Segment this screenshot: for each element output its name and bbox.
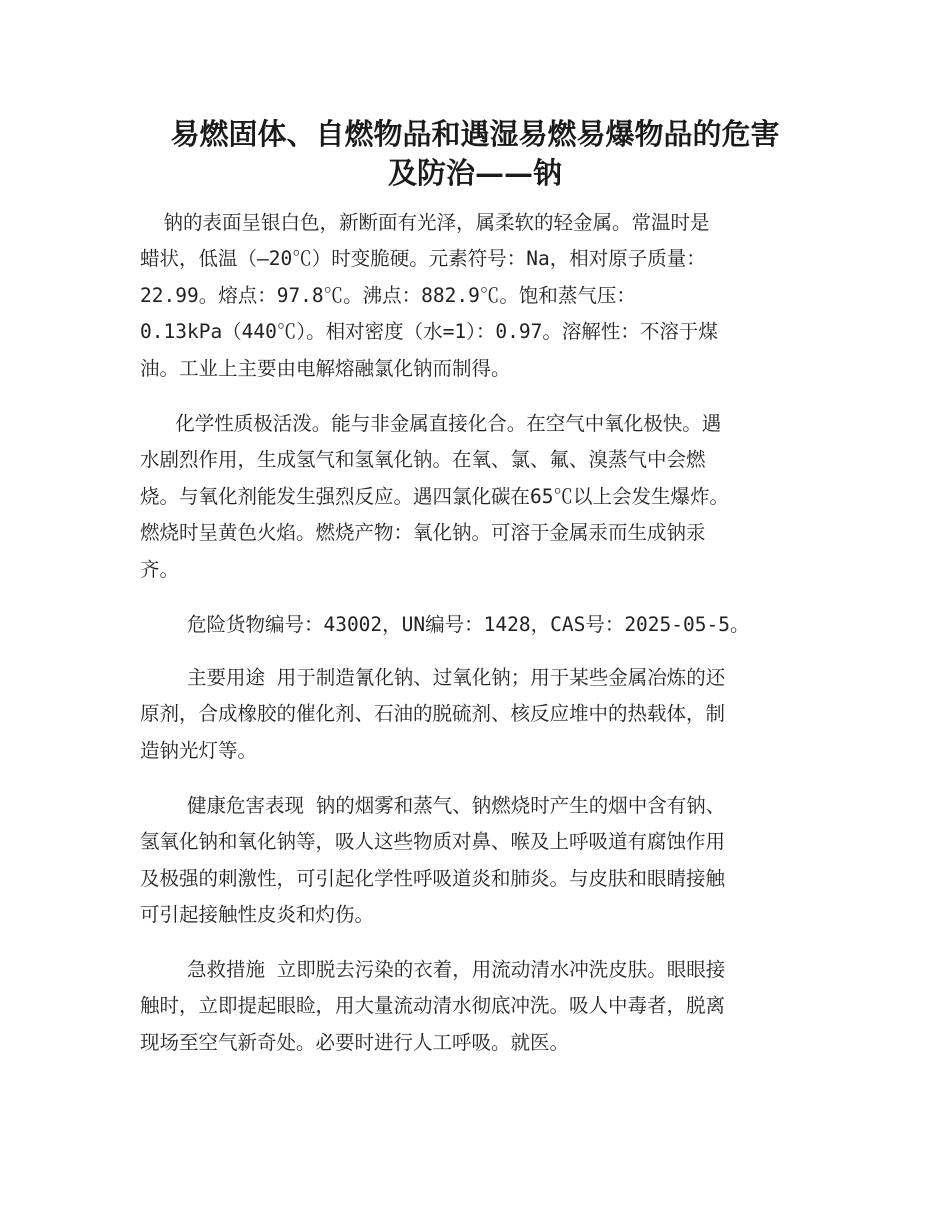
- text-line: 钠的表面呈银白色，新断面有光泽，属柔软的轻金属。常温时是: [140, 211, 710, 234]
- text-line: 及极强的刺激性，可引起化学性呼吸道炎和肺炎。与皮肤和眼睛接触: [140, 866, 726, 890]
- paragraph-uses: [140, 660, 810, 769]
- paragraph-properties: [140, 205, 810, 387]
- text-line: 可引起接触性皮炎和灼伤。: [140, 903, 375, 927]
- text-line: 油。工业上主要由电解熔融氯化钠而制得。: [140, 356, 511, 380]
- text-line: 危险货物编号：43002，UN编号：1428，CAS号：2025-05-5。: [140, 613, 750, 636]
- text-line: 原剂，合成橡胶的催化剂、石油的脱硫剂、核反应堆中的热载体，制: [140, 702, 726, 726]
- text-line: 水剧烈作用，生成氢气和氢氧化钠。在氧、氯、氟、溴蒸气中会燃: [140, 448, 706, 472]
- text-line: 齐。: [140, 557, 180, 581]
- text-line: 氢氧化钠和氧化钠等，吸人这些物质对鼻、喉及上呼吸道有腐蚀作用: [140, 830, 726, 854]
- text-line: 现场至空气新奇处。必要时进行人工呼吸。就医。: [140, 1030, 570, 1054]
- text-line: 0.13kPa（440℃）。相对密度（水=1）：0.97。溶解性：不溶于煤: [140, 320, 718, 344]
- text-line: 急救措施 立即脱去污染的衣着，用流动清水冲洗皮肤。眼眼接: [140, 958, 726, 981]
- text-line: 22.99。熔点：97.8℃。沸点：882.9℃。饱和蒸气压：: [140, 283, 636, 307]
- document-title-line-2: 及防治——钠: [387, 156, 562, 190]
- paragraph-identifiers: [140, 607, 810, 643]
- paragraph-first-aid: [140, 952, 810, 1061]
- document-title-line-1: 易燃固体、自燃物品和遇湿易燃易爆物品的危害: [170, 117, 780, 151]
- paragraph-health-hazards: [140, 788, 810, 934]
- text-line: 蜡状，低温（—20℃）时变脆硬。元素符号：Na，相对原子质量：: [140, 247, 706, 271]
- text-line: 主要用途 用于制造氰化钠、过氧化钠；用于某些金属冶炼的还: [140, 666, 726, 689]
- text-line: 燃烧时呈黄色火焰。燃烧产物：氧化钠。可溶于金属汞而生成钠汞: [140, 521, 706, 545]
- text-line: 烧。与氧化剂能发生强烈反应。遇四氯化碳在65℃以上会发生爆炸。: [140, 484, 729, 508]
- text-line: 触时，立即提起眼睑，用大量流动清水彻底冲洗。吸人中毒者，脱离: [140, 994, 726, 1018]
- text-line: 健康危害表现 钠的烟雾和蒸气、钠燃烧时产生的烟中含有钠、: [140, 794, 726, 817]
- text-line: 化学性质极活泼。能与非金属直接化合。在空气中氧化极快。遇: [140, 412, 722, 435]
- paragraph-chemistry: [140, 406, 810, 588]
- text-line: 造钠光灯等。: [140, 738, 258, 762]
